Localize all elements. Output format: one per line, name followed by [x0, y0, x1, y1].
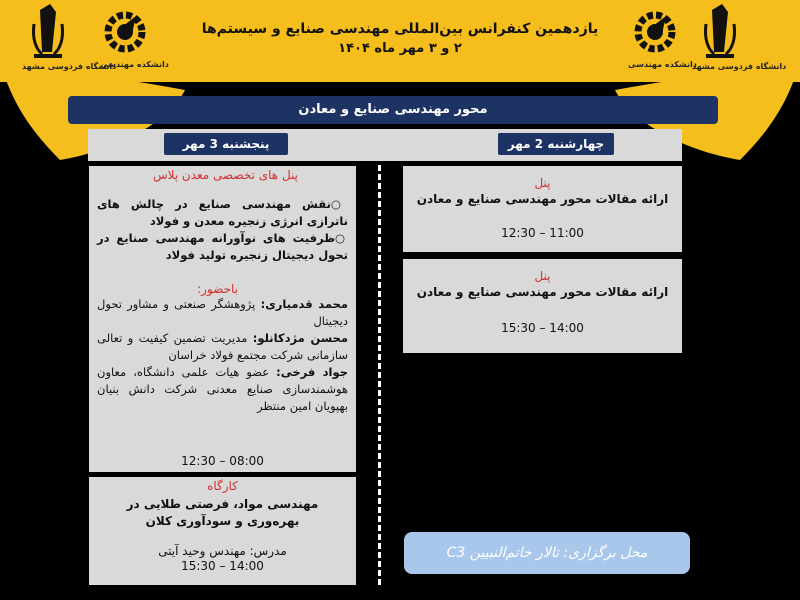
- session-type-label: پنل: [534, 176, 551, 190]
- engineering-logo-right: [626, 6, 684, 58]
- panel-topic: ○نقش مهندسی صنایع در چالش های ناترازی انرژی زنجیره معدن و فولاد: [97, 197, 348, 228]
- session-time: 12:30 – 11:00: [501, 226, 584, 240]
- session-title: ارائه مقالات محور مهندسی صنایع و معادن: [416, 285, 669, 299]
- university-logo-right: [700, 4, 740, 62]
- engineering-logo-left: [96, 6, 154, 58]
- session-card-wed-2: [403, 259, 682, 353]
- session-card-thu-workshop: [89, 477, 356, 585]
- logo-right-caption: دانشگاه فردوسی مشهد: [692, 62, 787, 71]
- conference-title: [190, 20, 610, 58]
- session-type-label: پنل: [534, 269, 551, 283]
- panel-topic-list: [97, 196, 348, 264]
- conference-title-text: یازدهمین کنفرانس بین‌المللی مهندسی صنایع و سیستم‌ها: [201, 21, 599, 37]
- session-time: 15:30 – 14:00: [501, 321, 584, 335]
- session-card-wed-1: [403, 166, 682, 252]
- panel-type-label: پنل های تخصصی معدن پلاس: [152, 168, 298, 182]
- panel-topic: ○ظرفیت های نوآورانه مهندسی صنایع در تحول دیجیتال زنجیره تولید فولاد: [97, 231, 348, 262]
- logo-left-caption: دانشگاه فردوسی مشهد: [22, 62, 117, 71]
- session-title: ارائه مقالات محور مهندسی صنایع و معادن: [416, 192, 669, 206]
- column-divider: [378, 165, 381, 585]
- presence-label: باحضور:: [197, 282, 238, 296]
- venue-badge: محل برگزاری: تالار خاتم‌النبیین C3: [404, 532, 690, 574]
- logo-left2-caption: دانشکده مهندسی: [100, 60, 169, 69]
- workshop-type-label: کارگاه: [207, 479, 238, 493]
- panel-person: محمد قدمیاری: پژوهشگر صنعتی و مشاور تحول دیجیتال: [97, 297, 348, 328]
- day-tab-thursday: پنجشنبه 3 مهر: [164, 133, 288, 155]
- logo-right2-caption: دانشکده مهندسی: [628, 60, 697, 69]
- session-card-thu-panel: [89, 166, 356, 472]
- workshop-time: 15:30 – 14:00: [181, 559, 264, 573]
- conference-dates: ۲ و ۳ مهر ماه ۱۴۰۴: [338, 41, 462, 56]
- panel-person: جواد فرخی: عضو هیات علمی دانشگاه، معاون هوشمندسازی صنایع معدنی شرکت دانش بنیان بهپویان امین منتظر: [97, 365, 348, 413]
- workshop-title: مهندسی مواد، فرصتی طلایی در بهره‌وری و سودآوری کلان: [126, 497, 319, 528]
- track-title-bar: محور مهندسی صنایع و معادن: [68, 96, 718, 124]
- panel-person: محسن مژدکانلو: مدیریت تضمین کیفیت و تعالی سازمانی شرکت مجتمع فولاد خراسان: [97, 331, 349, 362]
- panel-people-list: [97, 296, 348, 415]
- day-tab-wednesday: چهارشنبه 2 مهر: [498, 133, 614, 155]
- university-logo-left: [28, 4, 68, 62]
- workshop-instructor: مدرس: مهندس وحید آیتی: [158, 544, 287, 558]
- panel-time: 12:30 – 08:00: [181, 454, 264, 468]
